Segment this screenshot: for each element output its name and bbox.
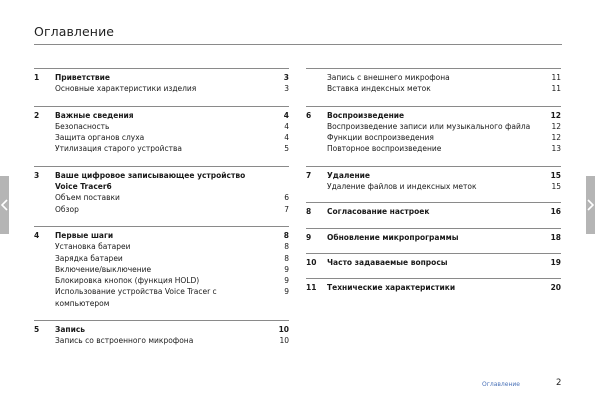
entry-title: Функции воспроизведения — [327, 133, 434, 143]
page-title: Оглавление — [34, 24, 115, 39]
page-ref: 11 — [551, 73, 561, 82]
toc-section-heading[interactable] — [34, 110, 289, 121]
section-title: Часто задаваемые вопросы — [327, 257, 448, 267]
entry-title: Утилизация старого устройства — [55, 144, 182, 154]
toc-entry[interactable] — [34, 132, 289, 143]
toc-section-heading[interactable] — [306, 206, 561, 217]
page-ref: 12 — [551, 121, 561, 131]
section-number: 5 — [34, 325, 40, 335]
toc-section — [306, 278, 561, 293]
entry-title: Удаление файлов и индексных меток — [327, 182, 477, 192]
page-ref: 8 — [284, 242, 289, 252]
toc-entry[interactable] — [306, 121, 561, 132]
page-ref: 4 — [284, 121, 289, 131]
toc-section-heading[interactable] — [306, 282, 561, 293]
section-number: 1 — [34, 73, 40, 82]
toc-entry[interactable] — [34, 286, 289, 309]
entry-title: Обзор — [55, 204, 79, 214]
entry-title: Объем поставки — [55, 193, 120, 203]
page-ref: 11 — [551, 84, 561, 94]
section-title: Приветствие — [55, 73, 110, 82]
toc-entry[interactable] — [306, 143, 561, 154]
page-ref: 10 — [279, 336, 289, 346]
entry-title: Включение/выключение — [55, 264, 152, 274]
toc-section-heading[interactable] — [306, 110, 561, 121]
toc-section-heading[interactable] — [306, 232, 561, 243]
toc-entry[interactable] — [306, 83, 561, 94]
toc-section-heading[interactable] — [34, 230, 289, 241]
toc-section — [306, 253, 561, 268]
section-number: 9 — [306, 232, 312, 242]
toc-section-continuation — [306, 68, 561, 95]
entry-title: Защита органов слуха — [55, 133, 145, 143]
toc-section — [306, 106, 561, 155]
toc-section-heading[interactable] — [34, 324, 289, 335]
page-ref: 8 — [284, 253, 289, 263]
toc-section-heading[interactable] — [306, 170, 561, 181]
toc-section — [306, 166, 561, 193]
page-ref: 3 — [284, 84, 289, 94]
section-title: Согласование настроек — [327, 207, 430, 217]
page-ref: 5 — [284, 144, 289, 154]
section-number: 2 — [34, 110, 40, 120]
page-ref: 4 — [283, 110, 289, 120]
toc-section-heading[interactable] — [306, 257, 561, 268]
page-ref: 15 — [550, 170, 561, 180]
page-ref: 9 — [284, 264, 289, 274]
toc-entry[interactable] — [34, 121, 289, 132]
entry-title: Запись со встроенного микрофона — [55, 336, 194, 346]
page-ref: 8 — [283, 230, 289, 240]
toc-entry[interactable] — [34, 192, 289, 203]
section-number: 4 — [34, 230, 40, 240]
section-title: Запись — [55, 325, 86, 335]
page-ref: 6 — [284, 193, 289, 203]
section-title: Первые шаги — [55, 230, 114, 240]
page-ref: 9 — [284, 287, 289, 297]
title-divider — [34, 44, 562, 45]
entry-title: Установка батареи — [55, 242, 131, 252]
chevron-left-icon — [1, 199, 8, 211]
toc-entry[interactable] — [34, 143, 289, 154]
toc-entry[interactable] — [34, 253, 289, 264]
toc-right-column — [306, 68, 561, 294]
section-title: Удаление — [327, 170, 371, 180]
section-title: Ваше цифровое записывающее устройство Voice Tracer6 — [55, 170, 246, 192]
page-ref: 12 — [550, 110, 561, 120]
section-number: 10 — [306, 257, 317, 267]
entry-title: Запись с внешнего микрофона — [327, 73, 450, 82]
page-ref: 18 — [550, 232, 561, 242]
section-number: 6 — [306, 110, 312, 120]
section-number: 11 — [306, 283, 317, 293]
chevron-right-icon — [587, 199, 594, 211]
section-number: 8 — [306, 207, 312, 217]
entry-title: Основные характеристики изделия — [55, 84, 197, 94]
toc-entry[interactable] — [306, 132, 561, 143]
page-ref: 19 — [550, 257, 561, 267]
toc-section-heading[interactable] — [34, 72, 289, 83]
toc-entry[interactable] — [34, 83, 289, 94]
entry-title: Блокировка кнопок (функция HOLD) — [55, 276, 200, 286]
toc-section — [34, 106, 289, 155]
page-ref: 15 — [551, 182, 561, 192]
page-number: 2 — [556, 378, 562, 388]
page-ref: 20 — [550, 283, 561, 293]
page-ref: 9 — [284, 276, 289, 286]
toc-entry[interactable] — [306, 72, 561, 83]
entry-title: Безопасность — [55, 121, 110, 131]
section-title: Технические характеристики — [327, 283, 456, 293]
entry-title: Зарядка батареи — [55, 253, 123, 263]
toc-entry[interactable] — [34, 264, 289, 275]
toc-section — [34, 68, 289, 95]
entry-title: Использование устройства Voice Tracer с компьютером — [55, 287, 217, 308]
toc-entry[interactable] — [34, 241, 289, 252]
toc-entry[interactable] — [34, 335, 289, 346]
section-title: Обновление микропрограммы — [327, 232, 459, 242]
toc-section — [306, 228, 561, 243]
toc-entry[interactable] — [34, 204, 289, 215]
toc-section — [34, 320, 289, 347]
entry-title: Повторное воспроизведение — [327, 144, 442, 154]
toc-entry[interactable] — [34, 275, 289, 286]
page-ref: 12 — [551, 133, 561, 143]
toc-section — [34, 226, 289, 309]
toc-section — [34, 166, 289, 215]
page-ref: 10 — [278, 325, 289, 335]
next-page-tab[interactable] — [586, 176, 595, 234]
section-title: Важные сведения — [55, 110, 134, 120]
page-ref: 3 — [283, 73, 289, 82]
toc-section — [306, 202, 561, 217]
page-ref: 4 — [284, 133, 289, 143]
toc-section-heading[interactable] — [34, 170, 289, 193]
toc-left-column — [34, 68, 289, 347]
entry-title: Воспроизведение записи или музыкального файла — [327, 121, 531, 131]
toc-entry[interactable] — [306, 181, 561, 192]
section-number: 3 — [34, 170, 40, 180]
page-ref: 16 — [550, 207, 561, 217]
page-ref: 7 — [284, 204, 289, 214]
section-title: Воспроизведение — [327, 110, 405, 120]
page-ref: 13 — [551, 144, 561, 154]
section-number: 7 — [306, 170, 312, 180]
entry-title: Вставка индексных меток — [327, 84, 431, 94]
prev-page-tab[interactable] — [0, 176, 9, 234]
footer-section-label: Оглавление — [482, 381, 520, 388]
